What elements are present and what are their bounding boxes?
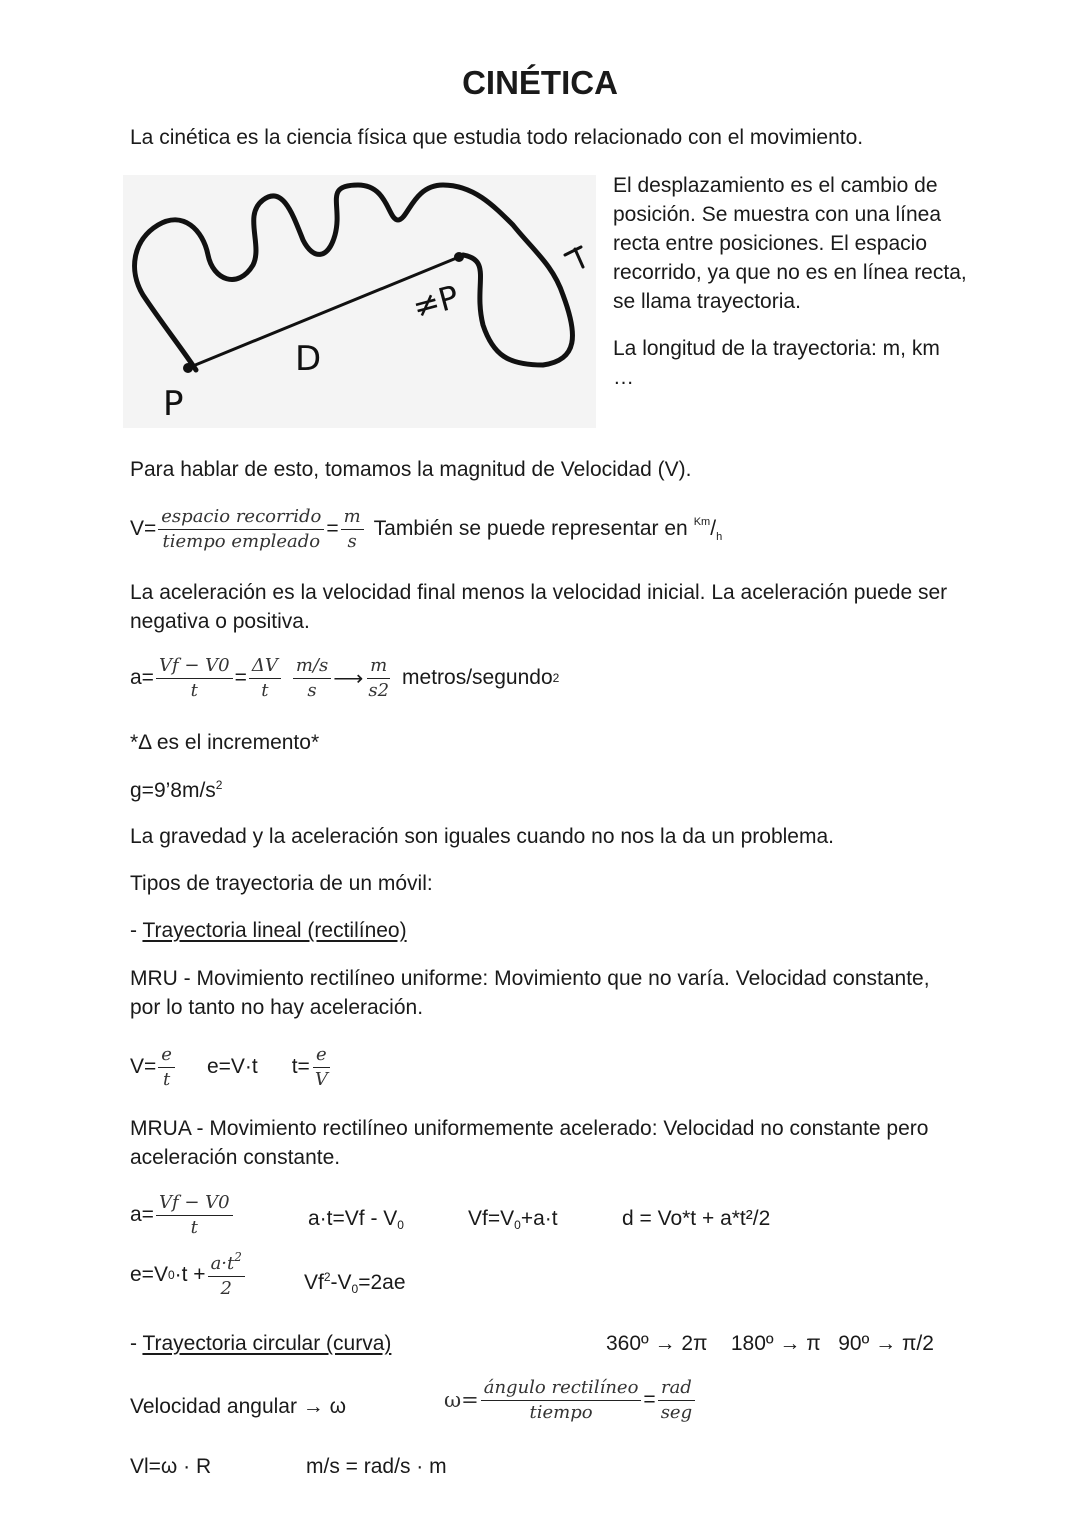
trajectory-drawing bbox=[123, 175, 596, 428]
gravity-value bbox=[130, 778, 222, 803]
linear-dash: - bbox=[130, 919, 143, 942]
linear-velocity-formula: Vl=ω · R bbox=[130, 1455, 212, 1478]
trajectory-length-text: La longitud de la trayectoria: m, km … bbox=[613, 337, 940, 389]
gravity-text: La gravedad y la aceleración son iguales cuando no nos la da un problema. bbox=[130, 825, 834, 848]
mrua-vf2-post: =2ae bbox=[358, 1271, 406, 1294]
v-note: También se puede representar en bbox=[373, 517, 688, 541]
a-num-4: m bbox=[367, 656, 390, 679]
a-lhs: a= bbox=[130, 666, 154, 690]
trajectory-curve bbox=[135, 185, 573, 370]
a-den-3: s bbox=[307, 679, 317, 701]
circular-label: Trayectoria circular (curva) bbox=[142, 1332, 392, 1355]
a-num-3: m/s bbox=[293, 656, 331, 679]
a-den-1: t bbox=[190, 679, 198, 701]
omega-eq: = bbox=[643, 1388, 656, 1412]
mru-formulas bbox=[130, 1045, 333, 1090]
a-den-4: s2 bbox=[368, 679, 390, 701]
a-fraction-2 bbox=[249, 656, 281, 701]
mrua-at-sub: 0 bbox=[397, 1218, 404, 1232]
mrua-vf-formula bbox=[468, 1207, 558, 1232]
a-fraction-3 bbox=[293, 656, 331, 701]
v-unit-num: m bbox=[341, 507, 364, 530]
page-title: CINÉTICA bbox=[462, 64, 618, 101]
a-fraction-1 bbox=[156, 656, 233, 701]
mrua-e-num-sup: 2 bbox=[234, 1250, 242, 1264]
v-fraction bbox=[158, 507, 324, 552]
mru-v-lhs: V= bbox=[130, 1055, 157, 1079]
linear-trajectory-heading bbox=[130, 919, 407, 943]
velocity-intro: Para hablar de esto, tomamos la magnitud de Velocidad (V). bbox=[130, 458, 692, 481]
mru-e-eq: e=V·t bbox=[206, 1055, 258, 1079]
mrua-vf2-formula bbox=[304, 1270, 406, 1296]
types-title: Tipos de trayectoria de un móvil: bbox=[130, 872, 433, 895]
mrua-e-den: 2 bbox=[220, 1277, 232, 1299]
a-unit: metros/segundo bbox=[402, 666, 553, 690]
start-point bbox=[183, 363, 193, 373]
velocity-formula bbox=[130, 507, 722, 552]
intro-text: La cinética es la ciencia física que estudia todo relacionado con el movimiento. bbox=[130, 126, 864, 149]
v-num: espacio recorrido bbox=[158, 507, 324, 530]
omega-den: tiempo bbox=[529, 1401, 593, 1423]
v-eq: = bbox=[326, 517, 339, 541]
a-fraction-4 bbox=[365, 656, 392, 701]
mru-v-num: e bbox=[158, 1045, 175, 1068]
mrua-vf-pre: Vf=V bbox=[468, 1207, 515, 1230]
mrua-e-pre: e=V bbox=[130, 1262, 168, 1286]
trajectory-figure bbox=[123, 175, 596, 428]
mrua-vf2-mid: -V bbox=[330, 1271, 352, 1294]
omega-unit-num: rad bbox=[658, 1378, 695, 1401]
mrua-at-formula bbox=[308, 1207, 404, 1232]
v-unit-fraction bbox=[341, 507, 364, 552]
mrua-formula-a bbox=[130, 1193, 235, 1238]
kmh-sub: h bbox=[716, 530, 723, 543]
label-p: P bbox=[163, 384, 184, 424]
mrua-e-fraction bbox=[208, 1251, 245, 1299]
omega-lhs: ω= bbox=[444, 1388, 479, 1413]
mru-t-num: e bbox=[313, 1045, 330, 1068]
mrua-d-formula: d = Vo*t + a*t²/2 bbox=[622, 1207, 771, 1230]
g-value-text: g=9’8m/s bbox=[130, 779, 216, 802]
t-mark bbox=[565, 247, 583, 267]
v-unit-den: s bbox=[347, 530, 357, 552]
mrua-e-sub: 0 bbox=[167, 1267, 175, 1282]
mrua-a-fraction bbox=[156, 1193, 233, 1238]
mrua-e-post: ·t + bbox=[174, 1262, 206, 1286]
a-num-1: Vf − V0 bbox=[156, 656, 233, 679]
circular-dash: - bbox=[130, 1332, 143, 1355]
label-neq-p: ≠P bbox=[408, 277, 463, 327]
mrua-vf-sub: 0 bbox=[514, 1218, 521, 1232]
mrua-vf2-sub: 0 bbox=[351, 1282, 359, 1296]
mrua-at-text: a·t=Vf - V bbox=[308, 1207, 398, 1230]
mrua-text: MRUA - Movimiento rectilíneo uniformemente acelerado: Velocidad no constante pero aceleración constante. bbox=[130, 1117, 929, 1169]
circular-trajectory-heading bbox=[130, 1332, 391, 1356]
delta-note: *Δ es el incremento* bbox=[130, 731, 320, 754]
omega-unit-fraction bbox=[658, 1378, 695, 1423]
mru-v-fraction bbox=[158, 1045, 175, 1090]
mru-t-fraction bbox=[312, 1045, 331, 1090]
mrua-e-formula bbox=[130, 1251, 247, 1299]
v-den: tiempo empleado bbox=[162, 530, 321, 552]
angular-velocity-formula bbox=[444, 1378, 697, 1423]
mru-text: MRU - Movimiento rectilíneo uniforme: Movimiento que no varía. Velocidad constante, por lo tanto no hay aceleración. bbox=[130, 967, 930, 1019]
v-lhs: V= bbox=[130, 517, 157, 541]
omega-unit-den: seg bbox=[660, 1401, 693, 1423]
angle-conversions: 360º → 2π 180º → π 90º → π/2 bbox=[606, 1332, 934, 1355]
mrua-a-lhs: a= bbox=[130, 1203, 154, 1227]
a-arrow: ⟶ bbox=[333, 666, 364, 690]
mrua-a-num: Vf − V0 bbox=[156, 1193, 233, 1216]
omega-fraction bbox=[481, 1378, 642, 1423]
mrua-vf-post: +a·t bbox=[520, 1207, 558, 1230]
mrua-a-den: t bbox=[190, 1216, 198, 1238]
acceleration-formula bbox=[130, 656, 559, 701]
acceleration-text: La aceleración es la velocidad final menos la velocidad inicial. La aceleración puede ser negativa o positiva. bbox=[130, 581, 948, 633]
displacement-text: El desplazamiento es el cambio de posición. Se muestra con una línea recta entre posiciones. El espacio recorrido, ya que no es en línea recta, se llama trayectoria. bbox=[613, 174, 967, 313]
mrua-vf2-pre: Vf bbox=[304, 1271, 324, 1294]
omega-num: ángulo rectilíneo bbox=[481, 1378, 642, 1401]
mrua-vf2-sup: 2 bbox=[323, 1270, 331, 1284]
a-den-2: t bbox=[261, 679, 269, 701]
mru-t-den: V bbox=[314, 1068, 328, 1090]
kmh-slash: / bbox=[710, 516, 717, 540]
g-sup: 2 bbox=[215, 778, 223, 792]
mru-v-den: t bbox=[162, 1068, 171, 1090]
units-formula: m/s = rad/s · m bbox=[306, 1455, 447, 1478]
linear-label: Trayectoria lineal (rectilíneo) bbox=[142, 919, 407, 942]
end-point bbox=[454, 252, 464, 262]
mru-t-lhs: t= bbox=[291, 1055, 310, 1079]
a-num-2: ΔV bbox=[249, 656, 281, 679]
angular-velocity-label: Velocidad angular → ω bbox=[130, 1395, 347, 1418]
a-eq: = bbox=[234, 666, 247, 690]
label-d: D bbox=[295, 339, 322, 379]
kmh-sup: Km bbox=[693, 515, 711, 528]
mrua-e-num: a·t bbox=[210, 1253, 235, 1274]
a-unit-sup: 2 bbox=[552, 671, 560, 686]
